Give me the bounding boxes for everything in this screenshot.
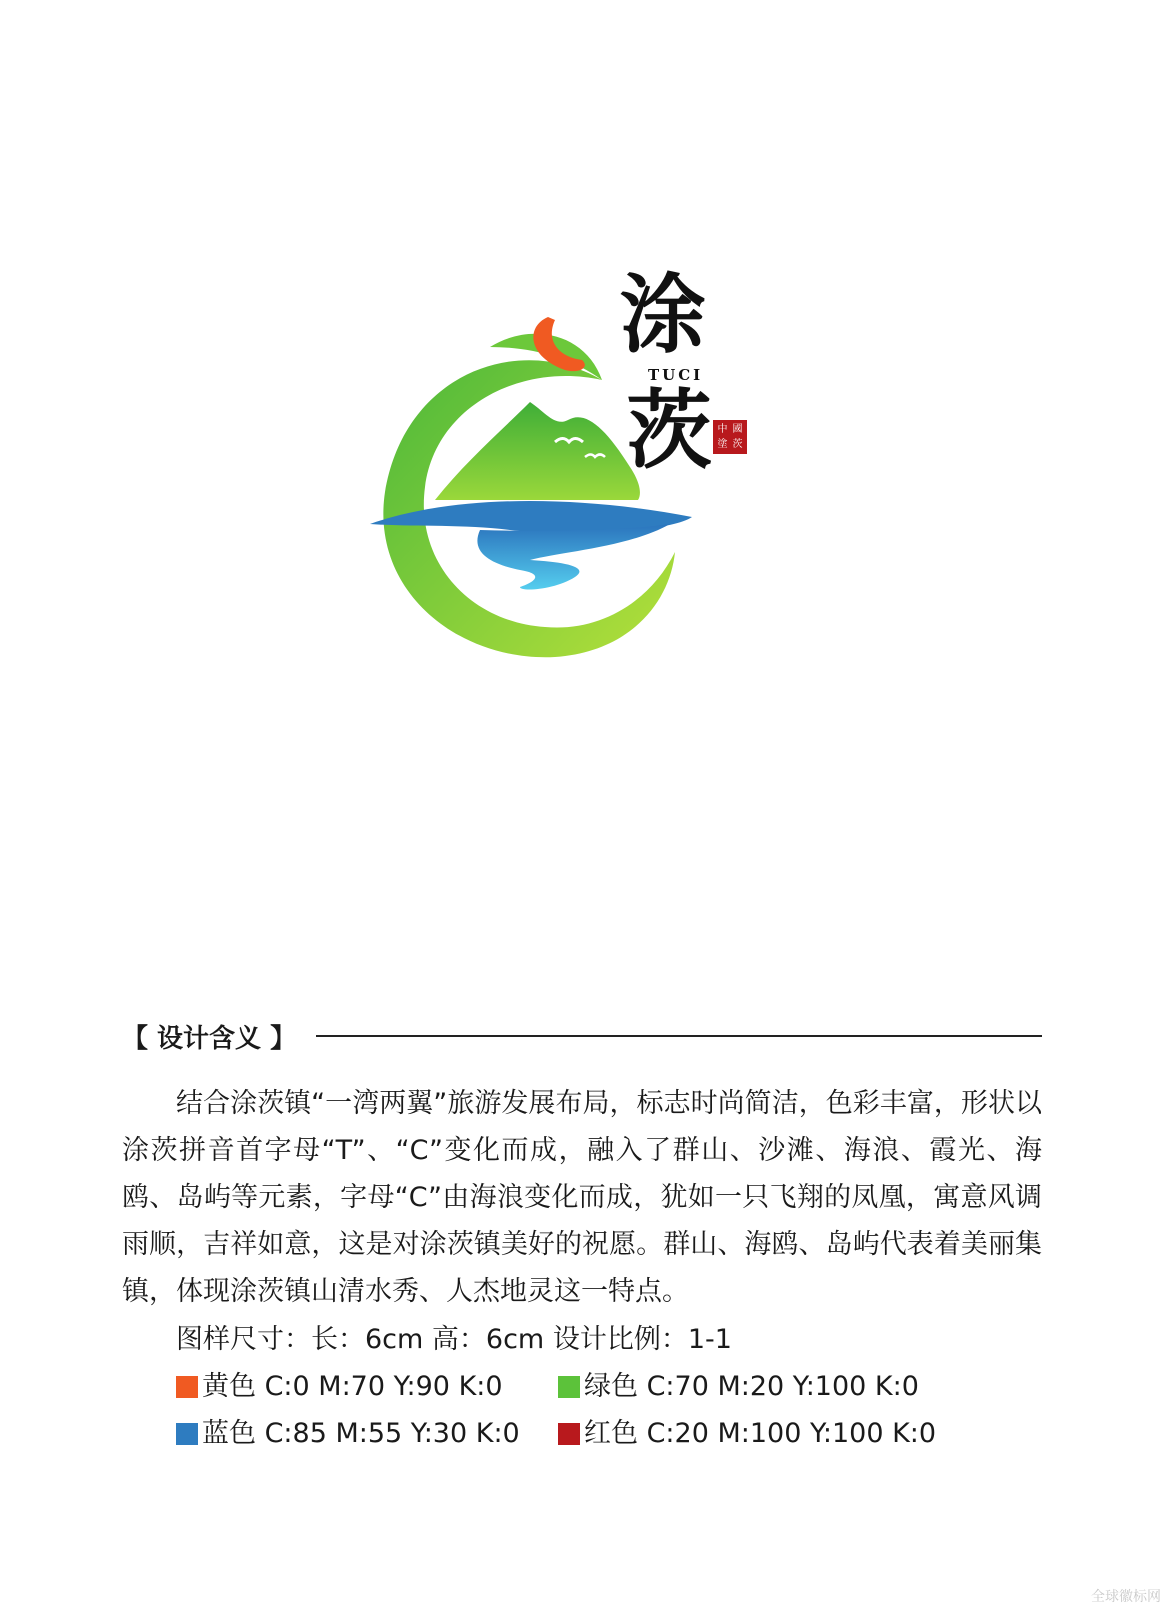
seal-char: 塗 xyxy=(717,439,728,450)
color-spec-label: 蓝色 C:85 M:55 Y:30 K:0 xyxy=(202,1418,520,1449)
color-spec-label: 红色 C:20 M:100 Y:100 K:0 xyxy=(584,1418,937,1449)
seal-char: 茨 xyxy=(732,439,743,450)
brand-pinyin: TUCI xyxy=(648,366,704,384)
color-spec-item xyxy=(558,1363,919,1410)
color-spec-item xyxy=(558,1410,936,1457)
logo-emblem xyxy=(370,262,790,682)
section-header xyxy=(122,1016,1042,1056)
spec-line: 图样尺寸：长：6cm 高：6cm 设计比例：1-1 xyxy=(176,1324,732,1355)
color-spec-label: 绿色 C:70 M:20 Y:100 K:0 xyxy=(584,1371,919,1402)
mountains xyxy=(435,402,640,500)
color-spec-label: 黄色 C:0 M:70 Y:90 K:0 xyxy=(202,1371,503,1402)
logo-graphic xyxy=(370,262,790,682)
color-swatch xyxy=(176,1423,198,1445)
seal-char: 中 xyxy=(717,424,728,435)
brand-char-bottom: 茨 xyxy=(626,380,712,481)
color-spec-item xyxy=(176,1410,520,1457)
color-swatch xyxy=(558,1376,580,1398)
seal-stamp xyxy=(713,420,747,454)
section-divider xyxy=(316,1035,1042,1037)
section-title: 【 设计含义 】 xyxy=(122,1023,297,1054)
color-swatch xyxy=(558,1423,580,1445)
water-waves xyxy=(477,524,670,590)
color-swatch xyxy=(176,1376,198,1398)
watermark: 全球徽标网 xyxy=(1091,1589,1161,1605)
brand-char-top: 涂 xyxy=(620,264,706,365)
seal-char: 國 xyxy=(732,424,743,435)
design-description: 结合涂茨镇“一湾两翼”旅游发展布局，标志时尚简洁，色彩丰富，形状以涂茨拼音首字母“T”、“C”变化而成，融入了群山、沙滩、海浪、霞光、海鸥、岛屿等元素，字母“C”由海浪变化而成，犹如一只飞翔的凤凰，寓意风调雨顺，吉祥如意，这是对涂茨镇美好的祝愿。群山、海鸥、岛屿代表着美丽集镇，体现涂茨镇山清水秀、人杰地灵这一特点。 xyxy=(122,1088,1042,1307)
color-spec-item xyxy=(176,1363,503,1410)
